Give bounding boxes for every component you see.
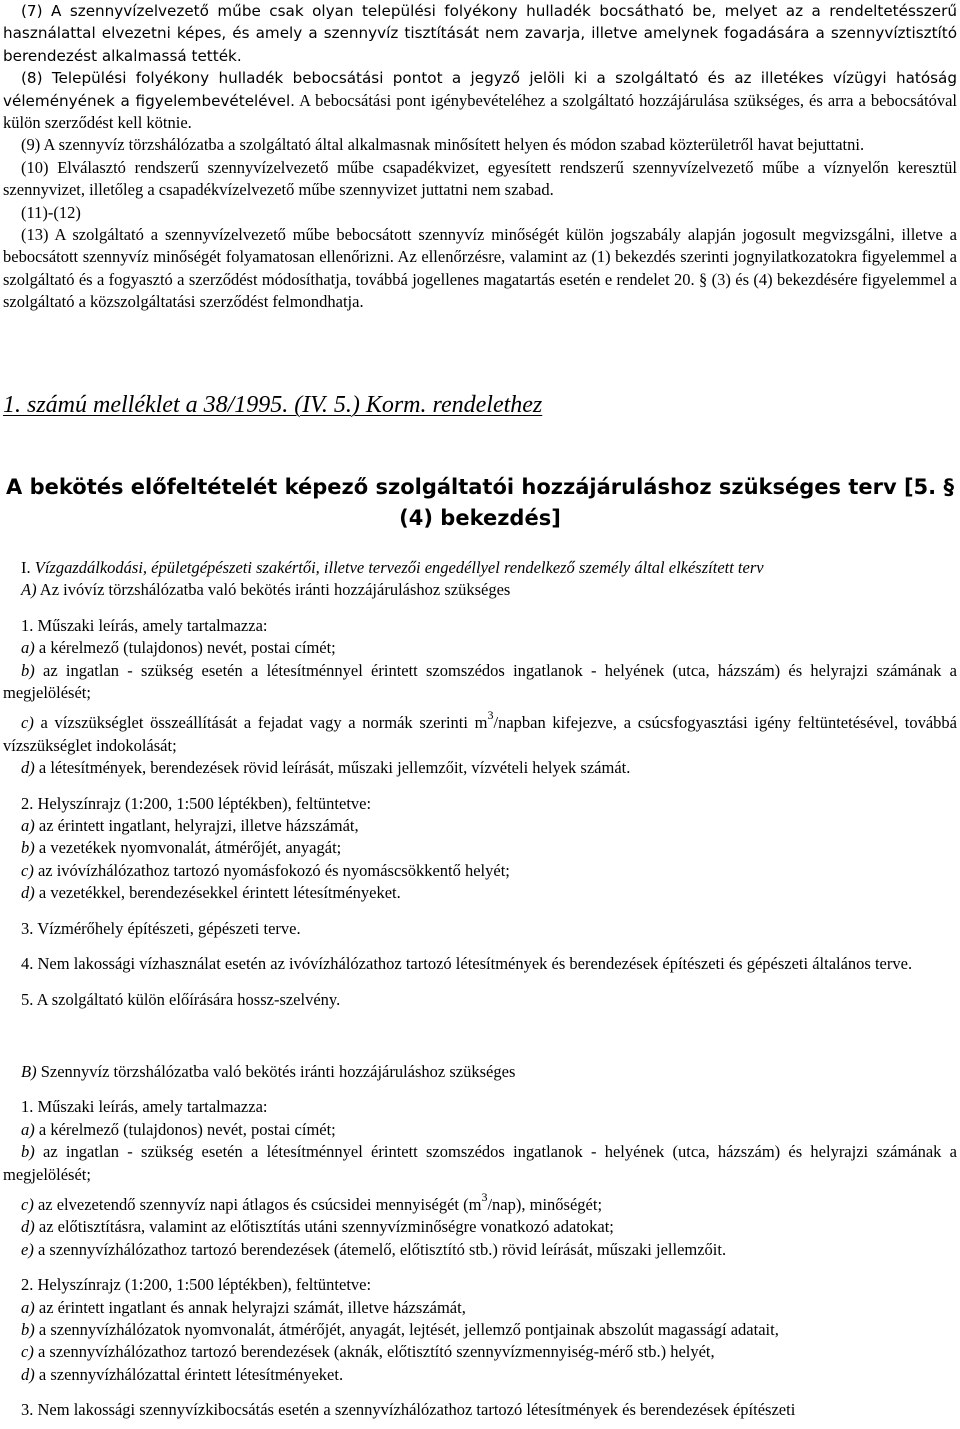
- paragraph-10: (10) Elválasztó rendszerű szennyvízelvezető műbe csapadékvizet, egyesített rendszerű szennyvízelvezető műbe a víznyelőn keresztül szennyvizet, illetőleg a csapadékvízelvezető műbe szennyvizet juttatni nem szabad.: [3, 157, 957, 200]
- a1-item-a-text: a kérelmező (tulajdonos) nevét, postai címét;: [34, 638, 336, 658]
- b2-item-c-letter: c): [21, 1342, 34, 1362]
- section-b-letter: B): [21, 1062, 37, 1081]
- main-title: A bekötés előfeltételét képező szolgáltatói hozzájáruláshoz szükséges terv [5. § (4) bekezdés]: [6, 475, 954, 530]
- a1-item-c-text-1: a vízszükséglet összeállítását a fejadat vagy a normák szerinti m: [33, 713, 488, 733]
- a1-item-b-letter: b): [21, 660, 35, 680]
- b2-item-b-letter: b): [21, 1320, 35, 1340]
- a1-item-d-text: a létesítmények, berendezések rövid leírását, műszaki jellemzőit, vízvételi helyek számát.: [34, 758, 631, 778]
- b2-item-d: [3, 1364, 957, 1386]
- b1-item-b-text: az ingatlan - szükség esetén a létesítménnyel érintett szomszédos ingatlanok - helyének (utca, házszám) és helyrajzi számának a megjelölését;: [3, 1142, 957, 1184]
- section-i-heading: [3, 557, 957, 579]
- b1-item-d-letter: d): [21, 1217, 35, 1237]
- a1-item-d: [3, 757, 957, 779]
- b2-item-c: [3, 1341, 957, 1363]
- b1-item-d-text: az előtisztításra, valamint az előtisztítás utáni szennyvízminőségre vonatkozó adatokat;: [34, 1217, 614, 1237]
- section-b: [3, 1061, 957, 1422]
- b1-item-e-text: a szennyvízhálózathoz tartozó berendezések (átemelő, előtisztító stb.) rövid leírását, műszaki jellemzőit.: [33, 1239, 727, 1259]
- a1-heading: 1. Műszaki leírás, amely tartalmazza:: [21, 615, 268, 635]
- annex-title: 1. számú melléklet a 38/1995. (IV. 5.) Korm. rendelethez: [3, 392, 543, 418]
- a2-item-c-letter: c): [21, 860, 34, 880]
- paragraph-7: (7) A szennyvízelvezető műbe csak olyan települési folyékony hulladék bocsátható be, melyet az a rendeltetésszerű használattal elvezetni képes, és amely a szennyvíz tisztítását nem zavarja, illetve amelynek fogadására a szennyvíztisztító berendezést alkalmassá tették.: [3, 2, 957, 65]
- b1-item-b-letter: b): [21, 1142, 35, 1162]
- paragraph-9: (9) A szennyvíz törzshálózatba a szolgáltató által alkalmasnak minősített helyen és módon szabad közterületről havat bejuttatni.: [21, 135, 865, 155]
- a2-item-b-text: a vezetékek nyomvonalát, átmérőjét, anyagát;: [34, 838, 342, 858]
- a2-item-a-text: az érintett ingatlant, helyrajzi, illetve házszámát,: [34, 816, 359, 836]
- a1-item-b-text: az ingatlan - szükség esetén a létesítménnyel érintett szomszédos ingatlanok - helyének (utca, házszám) és helyrajzi számának a megjelölését;: [3, 660, 957, 703]
- a2-item-d-letter: d): [21, 883, 35, 903]
- section-a-letter: A): [21, 580, 37, 600]
- a1-item-a: [3, 637, 957, 659]
- b1-item-b: [3, 1141, 957, 1186]
- a4-item: 4. Nem lakossági vízhasználat esetén az ivóvízhálózathoz tartozó létesítmények és berendezések építészeti és gépészeti általános terve.: [21, 954, 913, 974]
- a1-item-a-letter: a): [21, 638, 35, 658]
- a3-item: 3. Vízmérőhely építészeti, gépészeti terve.: [21, 918, 301, 938]
- b2-item-d-letter: d): [21, 1364, 35, 1384]
- b1-item-c-text-1: az elvezetendő szennyvíz napi átlagos és csúcsidei mennyiségét (m: [33, 1195, 482, 1215]
- b1-item-e: [3, 1239, 957, 1261]
- b2-item-a-letter: a): [21, 1297, 35, 1317]
- b1-item-e-letter: e): [21, 1239, 34, 1259]
- a2-item-a: [3, 815, 957, 837]
- b2-item-d-text: a szennyvízhálózattal érintett létesítményeket.: [34, 1364, 344, 1384]
- a1-item-c-text-2: /napban kifejezve, a csúcsfogyasztási igény feltüntetésével, továbbá vízszükséglet indokolását;: [3, 713, 957, 755]
- a2-item-b-letter: b): [21, 838, 35, 858]
- paragraph-11-12: (11)-(12): [21, 202, 81, 222]
- b1-heading: 1. Műszaki leírás, amely tartalmazza:: [21, 1097, 268, 1117]
- a2-item-b: [3, 837, 957, 859]
- a1-item-b: [3, 660, 957, 705]
- b2-heading: 2. Helyszínrajz (1:200, 1:500 léptékben), feltüntetve:: [21, 1275, 372, 1295]
- a2-item-c: [3, 860, 957, 882]
- a1-item-c-superscript: 3: [487, 707, 494, 722]
- paragraph-13: (13) A szolgáltató a szennyvízelvezető műbe bebocsátott szennyvíz minőségét külön jogszabály alapján jogosult megvizsgálni, illetve a bebocsátott szennyvíz minőségét folyamatosan ellenőrizni. Az ellenőrzésre, valamint az (1) bekezdés szerinti jognyilatkozatokra figyelemmel a szolgáltató és a fogyasztó a szerződést módosíthatja, továbbá jogellenes magatartás esetén e rendelet 20. § (3) és (4) bekezdésére figyelemmel a szolgáltató a közszolgáltatási szerződést felmondhatja.: [3, 225, 957, 312]
- section-b-heading: [3, 1061, 957, 1083]
- b2-item-a-text: az érintett ingatlant és annak helyrajzi számát, illetve házszámát,: [34, 1297, 466, 1317]
- a2-item-c-text: az ivóvízhálózathoz tartozó nyomásfokozó és nyomáscsökkentő helyét;: [33, 860, 510, 880]
- a5-item: 5. A szolgáltató külön előírására hossz-szelvény.: [21, 989, 341, 1009]
- a1-item-c-letter: c): [21, 713, 34, 733]
- paragraph-8: [3, 67, 957, 134]
- section-b-title: Szennyvíz törzshálózatba való bekötés iránti hozzájáruláshoz szükséges: [36, 1062, 516, 1081]
- section-a-heading: [3, 579, 957, 601]
- b2-item-b: [3, 1319, 957, 1341]
- section-i-text: Vízgazdálkodási, épületgépészeti szakértői, illetve tervezői engedéllyel rendelkező személy által elkészített terv: [34, 558, 764, 577]
- a2-item-d: [3, 882, 957, 904]
- b2-item-c-text: a szennyvízhálózathoz tartozó berendezések (aknák, előtisztító szennyvízmennyiség-mérő stb.) helyét,: [33, 1342, 715, 1362]
- paragraph-8-part-2: A bebocsátási pont igénybevételéhez a szolgáltató hozzájárulása szükséges, és arra a bebocsátóval külön szerződést kell kötnie.: [3, 90, 957, 133]
- a1-item-c: [3, 707, 957, 757]
- section-a-title: Az ivóvíz törzshálózatba való bekötés iránti hozzájáruláshoz szükséges: [36, 580, 511, 600]
- a2-item-d-text: a vezetékkel, berendezésekkel érintett létesítményeket.: [34, 883, 401, 903]
- b1-item-a-text: a kérelmező (tulajdonos) nevét, postai címét;: [34, 1119, 336, 1139]
- a1-item-d-letter: d): [21, 758, 35, 778]
- b3-item: 3. Nem lakossági szennyvízkibocsátás esetén a szennyvízhálózathoz tartozó létesítmények és berendezések építészeti: [21, 1400, 796, 1420]
- a2-heading: 2. Helyszínrajz (1:200, 1:500 léptékben), feltüntetve:: [21, 793, 372, 813]
- b1-item-c-superscript: 3: [481, 1189, 488, 1204]
- section-i-number: I.: [21, 558, 35, 577]
- paragraph-8-part-1: (8) Települési folyékony hulladék bebocsátási pontot a jegyző jelöli ki a szolgáltató és az illetékes vízügyi hatóság véleményének a figyelembevételével.: [3, 69, 957, 110]
- a2-item-a-letter: a): [21, 816, 35, 836]
- b2-item-b-text: a szennyvízhálózatok nyomvonalát, átmérőjét, anyagát, lejtését, jellemző pontjainak abszolút magasságí adatait,: [34, 1320, 779, 1340]
- b1-item-a-letter: a): [21, 1119, 35, 1139]
- b1-item-c-letter: c): [21, 1195, 34, 1215]
- b1-item-c: [3, 1189, 957, 1216]
- section-a: [3, 557, 957, 1011]
- b1-item-c-text-2: /nap), minőségét;: [487, 1195, 603, 1215]
- b1-item-a: [3, 1119, 957, 1141]
- top-paragraphs: [3, 0, 957, 314]
- b1-item-d: [3, 1216, 957, 1238]
- b2-item-a: [3, 1297, 957, 1319]
